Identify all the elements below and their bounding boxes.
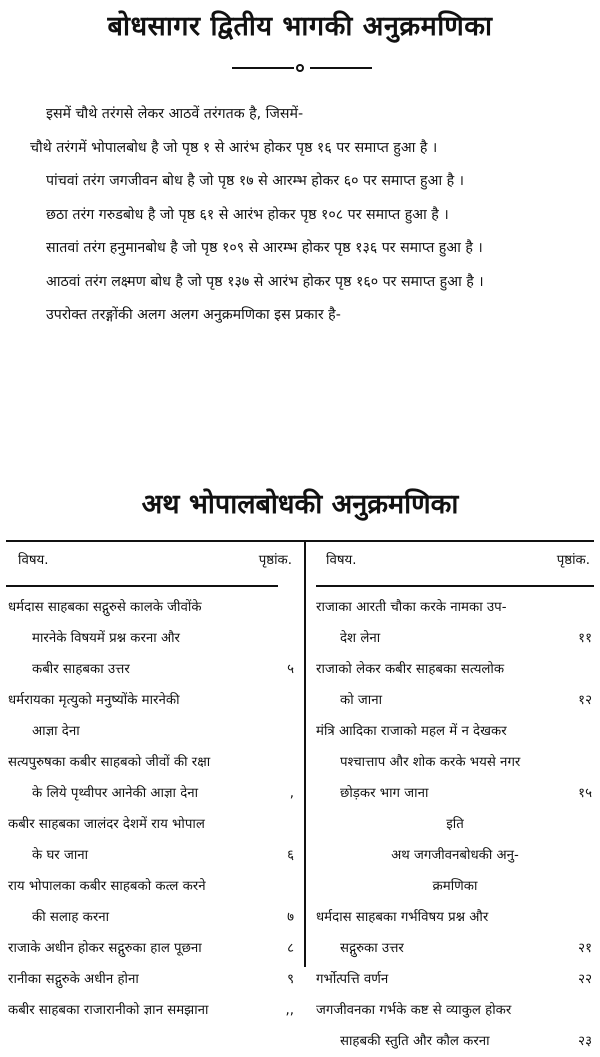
- intro-line: उपरोक्त तरङ्गोंकी अलग अलग अनुक्रमणिका इस प्रकार है-: [46, 307, 341, 323]
- col-page-header: पृष्ठांक.: [556, 553, 590, 568]
- toc-entry-text: रानीका सद्गुरुके अधीन होना: [8, 972, 139, 987]
- table-header: [8, 548, 296, 574]
- toc-entry-text: राजाका आरती चौका करके नामका उप-: [316, 600, 507, 615]
- ornament-divider: [232, 62, 372, 74]
- intro-text: [30, 98, 590, 333]
- toc-entry-page: ६: [287, 848, 294, 863]
- table-header: [316, 548, 594, 574]
- column-divider: [304, 541, 306, 967]
- toc-entry-text: सद्गुरुका उत्तर: [340, 941, 404, 956]
- toc-entry-text: कबीर साहबका जालंदर देशमें राय भोपाल: [8, 817, 205, 832]
- toc-entry: [8, 871, 296, 933]
- toc-entry-text: को जाना: [340, 693, 383, 708]
- toc-entry-text: के लिये पृथ्वीपर आनेकी आज्ञा देना: [32, 786, 199, 801]
- toc-entry: [316, 654, 594, 716]
- toc-entry-text: सत्यपुरुषका कबीर साहबको जीवों की रक्षा: [8, 755, 211, 770]
- intro-line: छठा तरंग गरुडबोध है जो पृष्ठ ६१ से आरंभ होकर पृष्ठ १०८ पर समाप्त हुआ है ।: [46, 206, 449, 223]
- toc-entry-page: १२: [578, 693, 592, 708]
- toc-left-column: [8, 548, 296, 1026]
- intro-line: चौथे तरंगमें भोपालबोध है जो पृष्ठ १ से आरंभ होकर पृष्ठ १६ पर समाप्त हुआ है ।: [30, 139, 438, 156]
- toc-entry-text: साहबकी स्तुति और कौल करना: [340, 1034, 490, 1049]
- toc-entry-text: पश्चात्ताप और शोक करके भयसे नगर: [340, 755, 521, 770]
- toc-entry-text: के घर जाना: [32, 848, 89, 863]
- toc-entry-page: ,,: [285, 1003, 294, 1018]
- intro-line: पांचवां तरंग जगजीवन बोध है जो पृष्ठ १७ से आरम्भ होकर ६० पर समाप्त हुआ है ।: [46, 173, 465, 189]
- toc-entry: [8, 809, 296, 871]
- section-title: अथ भोपालबोधकी अनुक्रमणिका: [141, 489, 459, 520]
- toc-entry-page: २२: [578, 972, 592, 987]
- table-top-rule: [6, 540, 594, 542]
- toc-entry-text: देश लेना: [340, 631, 381, 646]
- toc-entry-page: ५: [287, 662, 294, 677]
- toc-right-column: [316, 548, 594, 1057]
- toc-entry-text: की सलाह करना: [32, 910, 110, 925]
- toc-entry-text: धर्मदास साहबका सद्गुरुसे कालके जीवोंके: [8, 600, 202, 615]
- toc-entry-text: जगजीवनका गर्भके कष्ट से व्याकुल होकर: [316, 1003, 512, 1018]
- toc-entry-text: धर्मरायका मृत्युको मनुष्योंके मारनेकी: [8, 693, 180, 708]
- toc-entry-text: राजाको लेकर कबीर साहबका सत्यलोक: [316, 662, 505, 677]
- toc-entry: [8, 995, 296, 1026]
- intro-line: इसमें चौथे तरंगसे लेकर आठवें तरंगतक है, जिसमें-: [46, 106, 304, 122]
- toc-entry: [316, 716, 594, 809]
- toc-entry: [316, 964, 594, 995]
- toc-entry: [316, 902, 594, 964]
- toc-entry-text: राय भोपालका कबीर साहबको कत्ल करने: [8, 879, 206, 894]
- toc-entry-text: छोड़कर भाग जाना: [340, 786, 429, 801]
- toc-entry-page: ८: [287, 941, 294, 956]
- toc-entry-text: कबीर साहबका राजारानीको ज्ञान समझाना: [8, 1003, 209, 1018]
- toc-entry-page: ,: [289, 786, 294, 801]
- col-subject-header: विषय.: [18, 553, 49, 568]
- toc-entry: [8, 964, 296, 995]
- intro-line: आठवां तरंग लक्ष्मण बोध है जो पृष्ठ १३७ से आरंभ होकर पृष्ठ १६० पर समाप्त हुआ है ।: [46, 273, 484, 290]
- toc-entry: [8, 747, 296, 809]
- toc-entry-text: मारनेके विषयमें प्रश्न करना और: [32, 631, 181, 646]
- toc-entry-text: मंत्रि आदिका राजाको महल में न देखकर: [316, 724, 507, 739]
- col-subject-header: विषय.: [326, 553, 357, 568]
- col-page-header: पृष्ठांक.: [258, 553, 292, 568]
- subheading-line: क्रमणिका: [432, 879, 478, 894]
- toc-entry: [8, 933, 296, 964]
- toc-entry-text: गर्भोत्पत्ति वर्णन: [316, 972, 389, 987]
- toc-entry-page: २१: [578, 941, 592, 956]
- toc-entry-text: राजाके अधीन होकर सद्गुरुका हाल पूछना: [8, 941, 202, 956]
- toc-entry-page: ७: [287, 910, 294, 925]
- toc-entry: [316, 995, 594, 1057]
- toc-entry: [8, 685, 296, 747]
- subheading-line: अथ जगजीवनबोधकी अनु-: [391, 848, 519, 863]
- page-title: बोधसागर द्वितीय भागकी अनुक्रमणिका: [107, 11, 493, 42]
- toc-entry-page: ११: [578, 631, 592, 646]
- toc-entry-text: आज्ञा देना: [32, 724, 80, 739]
- toc-entry: [316, 592, 594, 654]
- iti-marker: इति: [446, 817, 464, 832]
- toc-entry-page: २३: [578, 1034, 592, 1049]
- toc-entry-page: ९: [287, 972, 294, 987]
- toc-entry-page: १५: [578, 786, 592, 801]
- intro-line: सातवां तरंग हनुमानबोध है जो पृष्ठ १०९ से आरम्भ होकर पृष्ठ १३६ पर समाप्त हुआ है ।: [46, 240, 483, 256]
- toc-entry: [8, 592, 296, 685]
- toc-entry-text: धर्मदास साहबका गर्भविषय प्रश्न और: [316, 910, 489, 925]
- toc-entry-text: कबीर साहबका उत्तर: [32, 662, 130, 677]
